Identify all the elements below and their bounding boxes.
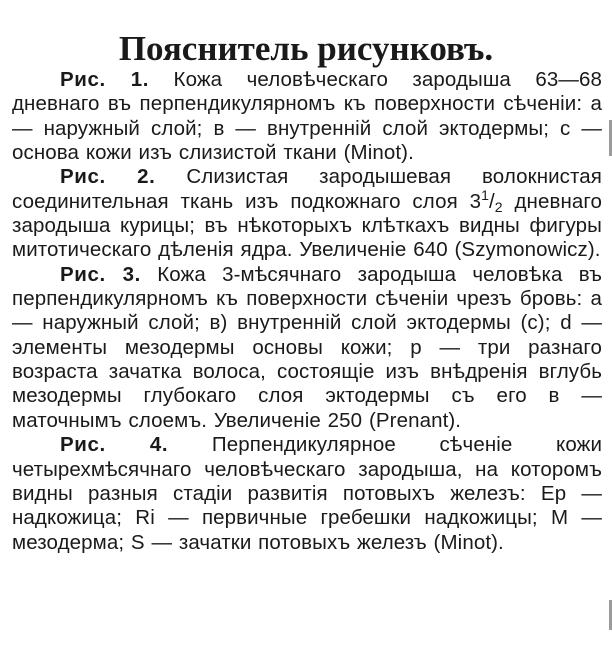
figure-label-3: Рис. 3.: [60, 262, 141, 286]
figure-label-2: Рис. 2.: [60, 165, 156, 189]
figure-caption-4: [12, 433, 602, 555]
figure-text-4: Перпендикулярное сѣченiе кожи четырехмѣсячнаго человѣческаго зародыша, на которомъ видны разныя стадiи развитiя потовыхъ железъ: Ер — надкожица; Ri — первичные гребешки надкожицы; М — мезодерма; S — зачатки потовыхъ железъ (Minot).: [12, 433, 602, 554]
fraction-numerator: 1: [481, 186, 489, 203]
page-title: Пояснитель рисунковъ.: [118, 29, 494, 69]
figure-text-2-start: Слизистая зародышевая волокнистая соединительная ткань изъ подкожнаго слоя: [12, 165, 602, 213]
figure-label-4: Рис. 4.: [60, 433, 169, 457]
fraction-denominator: 2: [494, 198, 503, 215]
figure-caption-3: [12, 263, 602, 433]
fraction-whole: 3: [469, 189, 482, 213]
figure-captions: [12, 68, 602, 555]
figure-text-2-end: дневнаго зародыша курицы; въ нѣкоторыхъ клѣткахъ видны фигуры митотическаго дѣленiя ядра. Увеличенiе 640 (Szymonowicz).: [12, 189, 602, 262]
figure-label-1: Рис. 1.: [60, 68, 150, 91]
figure-text-1: Кожа человѣческаго зародыша 63—68 дневнаго въ перпендикулярномъ къ поверхности сѣченiи: а — наружный слой; в — внутреннiй слой эктодермы; с — основа кожи изъ слизистой ткани (Minot).: [12, 68, 602, 165]
figure-caption-2: Рис. 2. Слизистая зародышевая волокнистая соединительная ткань изъ подкожнаго слоя $3^1/_2$ дневнаго зародыша курицы; въ нѣкоторыхъ клѣткахъ видны фигуры митотическаго дѣленiя ядра. Увеличенiе 640 (Szymonowicz).: [12, 165, 602, 262]
figure-text-3: Кожа 3-мѣсячнаго зародыша человѣка въ перпендикулярномъ къ поверхности сѣченiи чрезъ бровь: а — наружный слой; в) внутреннiй слой эктодермы (с); d — элементы мезодермы основы кожи; р — три разнаго возраста зачатка волоса, состоящiе изъ внѣдренiя вглубь мезодермы глубокаго слоя эктодермы съ его в — маточнымъ слоемъ. Увеличенiе 250 (Prenant).: [12, 262, 602, 432]
figure-caption-1: [12, 68, 602, 165]
